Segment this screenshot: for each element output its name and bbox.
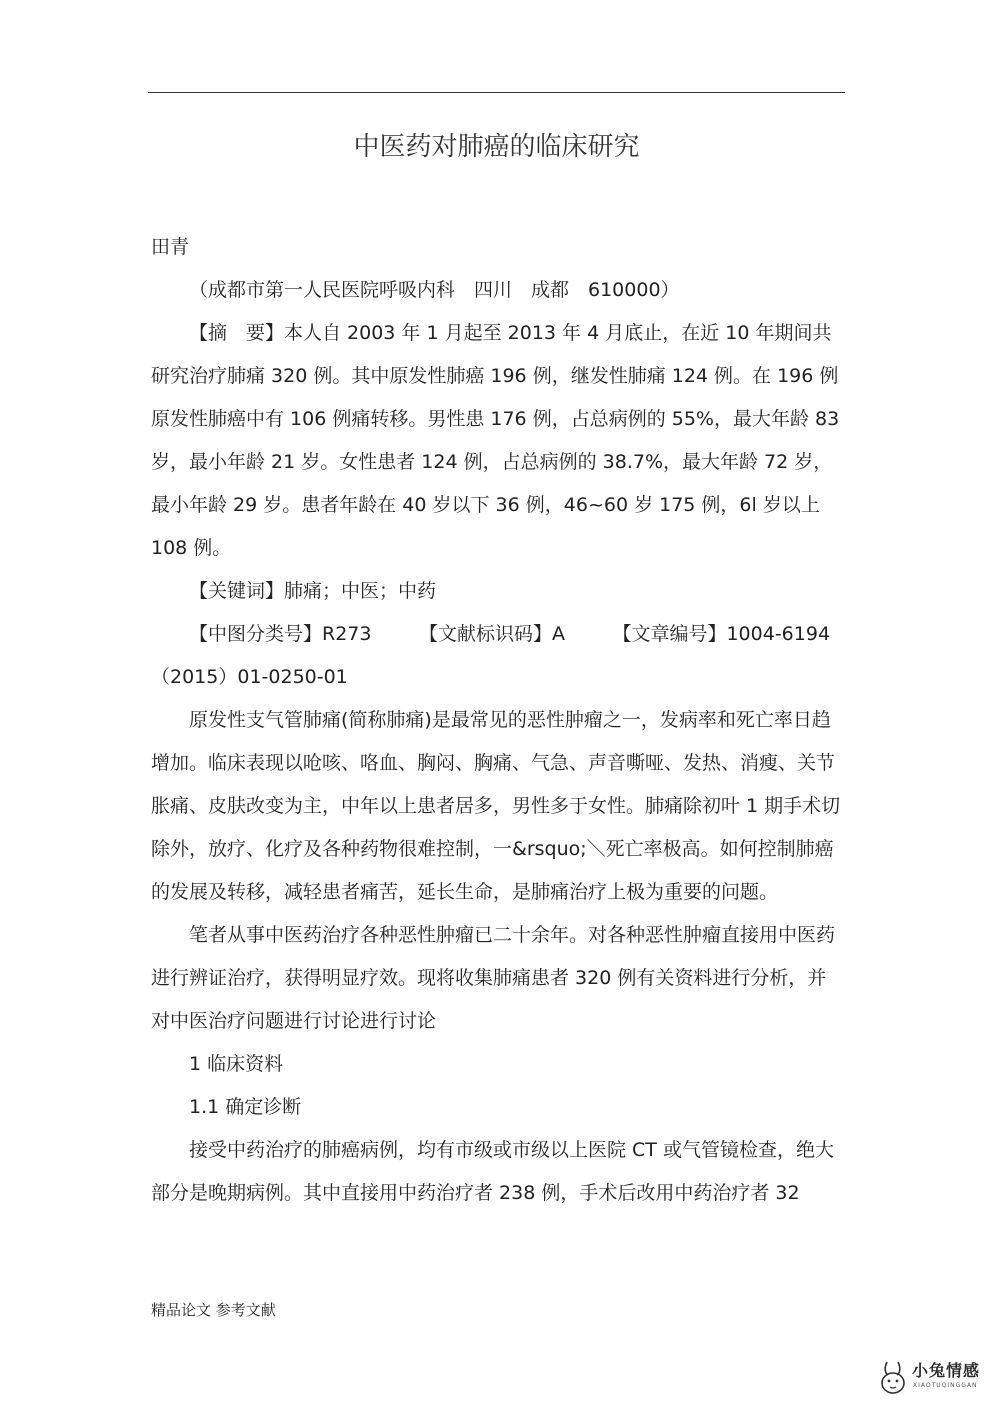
- paragraph-diagnosis: 接受中药治疗的肺癌病例，均有市级或市级以上医院 CT 或气管镜检查，绝大部分是晚期病例。其中直接用中药治疗者 238 例，手术后改用中药治疗者 32: [151, 1139, 834, 1204]
- subsection-heading: 1.1 确定诊断: [189, 1096, 302, 1118]
- author: 田青: [151, 236, 190, 258]
- keywords: 【关键词】肺痛；中医；中药: [189, 580, 437, 602]
- section-heading: 1 临床资料: [189, 1053, 284, 1075]
- affiliation: （成都市第一人民医院呼吸内科 四川 成都 610000）: [189, 279, 680, 301]
- classification: 【中图分类号】R273 【文献标识码】A 【文章编号】1004-6194（2015）01-0250-01: [151, 623, 831, 688]
- paragraph-author-note: 笔者从事中医药治疗各种恶性肿瘤已二十余年。对各种恶性肿瘤直接用中医药进行辨证治疗，获得明显疗效。现将收集肺痛患者 320 例有关资料进行分析，并对中医治疗问题进行讨论进行讨论: [151, 924, 836, 1032]
- document-body: [151, 226, 843, 1215]
- footer-text: 精品论文 参考文献: [151, 1301, 276, 1319]
- abstract: 【摘 要】本人自 2003 年 1 月起至 2013 年 4 月底止，在近 10 年期间共研究治疗肺痛 320 例。其中原发性肺癌 196 例，继发性肺痛 124 例。在 196 例原发性肺癌中有 106 例痛转移。男性患 176 例，占总病例的 55%，最大年龄 83 岁，最小年龄 21 岁。女性患者 124 例，占总病例的 38.7%，最大年龄 72 岁，最小年龄 29 岁。患者年龄在 40 岁以下 36 例，46~60 岁 175 例，6l 岁以上 108 例。: [151, 322, 840, 559]
- page-title: 中医药对肺癌的临床研究: [353, 132, 640, 162]
- paragraph-intro: 原发性支气管肺痛(简称肺痛)是最常见的恶性肿瘤之一，发病率和死亡率日趋增加。临床表现以呛咳、咯血、胸闷、胸痛、气急、声音嘶哑、发热、消瘦、关节胀痛、皮肤改变为主，中年以上患者居多，男性多于女性。肺痛除初叶 1 期手术切除外，放疗、化疗及各种药物很难控制，一&rsquo;＼死亡率极高。如何控制肺癌的发展及转移，减轻患者痛苦，延长生命，是肺痛治疗上极为重要的问题。: [151, 709, 841, 903]
- header-rule: [148, 92, 845, 93]
- logo-subtext: XIAOTUQINGGAN: [913, 1382, 978, 1389]
- rabbit-icon: [878, 1360, 908, 1396]
- logo-text: 小兔情感: [912, 1361, 981, 1380]
- watermark-logo: [876, 1358, 988, 1402]
